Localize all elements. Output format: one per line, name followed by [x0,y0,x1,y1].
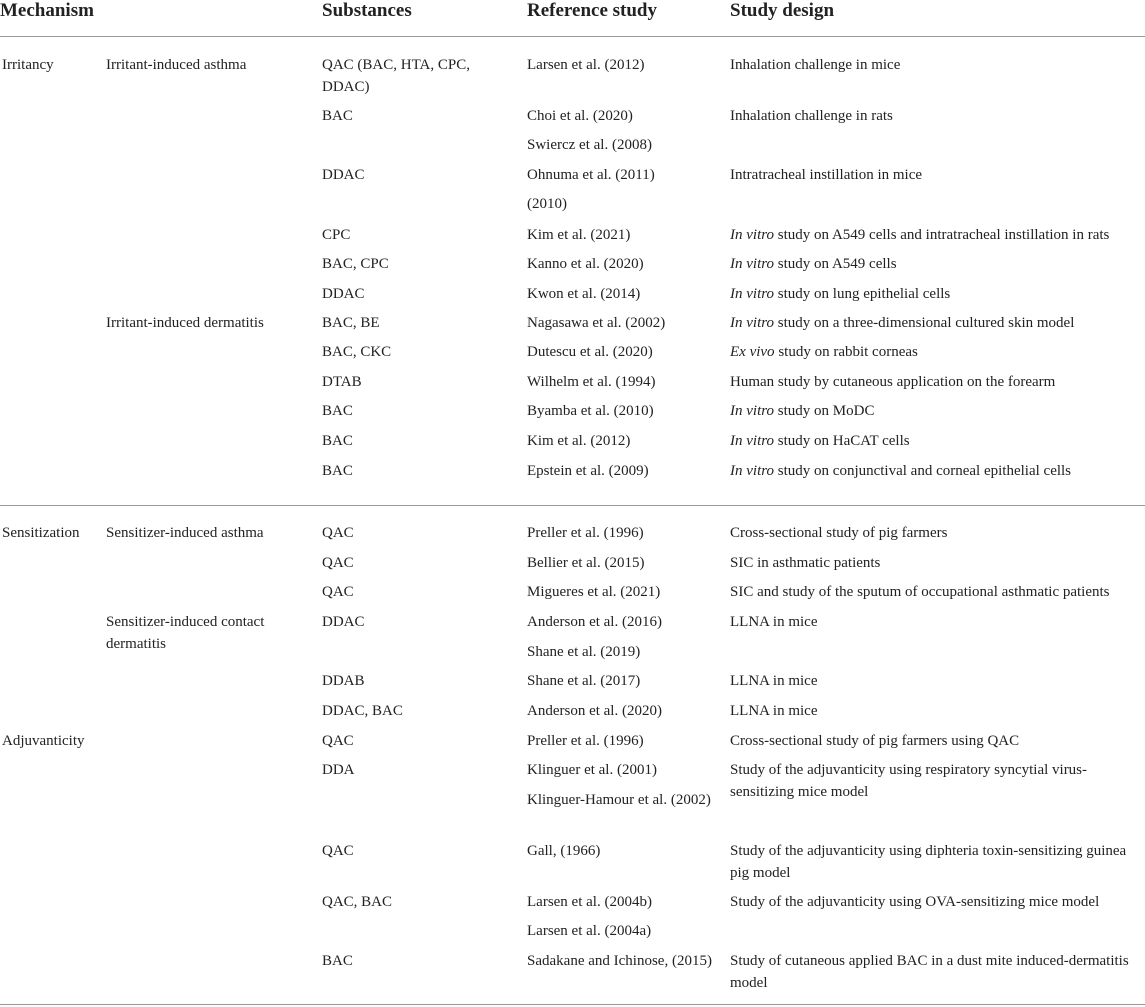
cell-design [730,283,1145,305]
cell-design-text: study on a three-dimensional cultured skin model [774,315,1075,331]
cell-design-text: LLNA in mice [730,703,818,719]
cell-substances: QAC [322,843,354,859]
mechanism-irritancy: Irritancy [2,57,54,73]
cell-substances: BAC, CKC [322,344,392,360]
header-substances: Substances [322,0,412,21]
cell-design-text: Study of cutaneous applied BAC in a dust mite induced-dermatitis model [730,953,1129,991]
cell-reference: Anderson et al. (2016) [527,614,662,630]
cell-design-text: study on A549 cells [774,256,897,272]
cell-design [730,105,1145,127]
cell-design [730,950,1145,994]
cell-design [730,581,1145,603]
cell-substances: DDAC, BAC [322,703,403,719]
cell-reference: Nagasawa et al. (2002) [527,315,666,331]
subgroup-sensitizer-asthma: Sensitizer-induced asthma [106,525,264,541]
cell-design-italic: In vitro [730,403,775,419]
cell-design [730,552,1145,574]
cell-design-italic: In vitro [730,256,775,272]
cell-reference: Kim et al. (2021) [527,227,631,243]
cell-substances: QAC (BAC, HTA, CPC, DDAC) [322,57,470,95]
section-divider [0,505,1145,506]
cell-substances: QAC [322,555,354,571]
cell-design-italic: In vitro [730,315,775,331]
cell-design-text: Study of the adjuvanticity using respiratory syncytial virus-sensitizing mice model [730,762,1088,800]
cell-design-text: Cross-sectional study of pig farmers [730,525,948,541]
cell-design [730,164,1145,186]
cell-design-italic: Ex vivo [730,344,775,360]
cell-design-italic: In vitro [730,463,775,479]
cell-substances: DDA [322,762,355,778]
cell-design [730,522,1145,544]
cell-design [730,840,1145,884]
cell-reference: Epstein et al. (2009) [527,463,649,479]
header-reference: Reference study [527,0,657,21]
cell-design-text: study on conjunctival and corneal epithelial cells [774,463,1072,479]
cell-design [730,670,1145,692]
cell-design [730,700,1145,722]
cell-substances: BAC, CPC [322,256,389,272]
cell-design-text: study on MoDC [774,403,875,419]
cell-reference: Shane et al. (2019) [527,644,641,660]
cell-substances: BAC, BE [322,315,380,331]
cell-design [730,611,1145,633]
cell-substances: DDAB [322,673,365,689]
cell-reference: Klinguer et al. (2001) [527,762,657,778]
cell-reference: Shane et al. (2017) [527,673,641,689]
cell-reference: Larsen et al. (2004b) [527,894,652,910]
cell-design [730,730,1145,752]
cell-design [730,460,1145,482]
cell-reference: Anderson et al. (2020) [527,703,662,719]
cell-substances: BAC [322,433,353,449]
cell-reference: (2010) [527,196,567,212]
header-mechanism: Mechanism [0,0,94,21]
cell-design [730,430,1145,452]
cell-design-italic: In vitro [730,433,775,449]
cell-substances: DDAC [322,167,365,183]
cell-design [730,400,1145,422]
table-bottom-rule [0,1004,1145,1005]
mechanism-adjuvanticity: Adjuvanticity [2,733,85,749]
cell-reference: Preller et al. (1996) [527,733,644,749]
cell-substances: QAC [322,733,354,749]
cell-substances: QAC [322,584,354,600]
cell-substances: DDAC [322,286,365,302]
cell-substances: QAC [322,525,354,541]
subgroup-sensitizer-dermatitis: Sensitizer-induced contact dermatitis [106,614,265,652]
cell-design-text: study on rabbit corneas [774,344,918,360]
cell-substances: BAC [322,108,353,124]
cell-design-text: Study of the adjuvanticity using diphteria toxin-sensitizing guinea pig model [730,843,1127,881]
cell-reference: Kim et al. (2012) [527,433,631,449]
cell-reference: Dutescu et al. (2020) [527,344,653,360]
cell-design-text: LLNA in mice [730,614,818,630]
cell-design-italic: In vitro [730,227,775,243]
cell-design-text: Cross-sectional study of pig farmers using QAC [730,733,1020,749]
cell-design [730,54,1145,76]
cell-substances: QAC, BAC [322,894,393,910]
header-design: Study design [730,0,835,21]
cell-design [730,891,1145,913]
cell-design-text: Study of the adjuvanticity using OVA-sensitizing mice model [730,894,1100,910]
cell-reference: Kwon et al. (2014) [527,286,641,302]
cell-design-text: SIC in asthmatic patients [730,555,881,571]
cell-design [730,312,1145,334]
cell-reference: Choi et al. (2020) [527,108,633,124]
cell-substances: CPC [322,227,351,243]
cell-substances: BAC [322,953,353,969]
cell-design-text: study on lung epithelial cells [774,286,951,302]
cell-design-text: Human study by cutaneous application on the forearm [730,374,1056,390]
cell-substances: DDAC [322,614,365,630]
cell-design [730,759,1145,803]
header-divider [0,36,1145,37]
cell-design [730,224,1145,246]
cell-design [730,341,1145,363]
cell-reference: Preller et al. (1996) [527,525,644,541]
cell-design-text: study on A549 cells and intratracheal instillation in rats [774,227,1110,243]
cell-design-text: LLNA in mice [730,673,818,689]
cell-reference: Byamba et al. (2010) [527,403,654,419]
cell-reference: Sadakane and Ichinose, (2015) [527,953,712,969]
cell-substances: DTAB [322,374,362,390]
cell-reference: Bellier et al. (2015) [527,555,645,571]
cell-substances: BAC [322,463,353,479]
cell-reference: Swiercz et al. (2008) [527,137,652,153]
subgroup-irritant-asthma: Irritant-induced asthma [106,57,247,73]
cell-design-text: Intratracheal instillation in mice [730,167,923,183]
cell-reference: Ohnuma et al. (2011) [527,167,655,183]
cell-reference: Larsen et al. (2012) [527,57,645,73]
subgroup-irritant-dermatitis: Irritant-induced dermatitis [106,315,264,331]
cell-reference: Gall, (1966) [527,843,601,859]
cell-substances: BAC [322,403,353,419]
cell-design-text: study on HaCAT cells [774,433,910,449]
cell-reference: Klinguer-Hamour et al. (2002) [527,792,711,808]
cell-design-text: SIC and study of the sputum of occupational asthmatic patients [730,584,1110,600]
cell-reference: Wilhelm et al. (1994) [527,374,656,390]
mechanism-sensitization: Sensitization [2,525,80,541]
cell-reference: Kanno et al. (2020) [527,256,644,272]
cell-reference: Migueres et al. (2021) [527,584,661,600]
cell-design-text: Inhalation challenge in rats [730,108,893,124]
cell-design [730,253,1145,275]
cell-design-italic: In vitro [730,286,775,302]
cell-design [730,371,1145,393]
cell-reference: Larsen et al. (2004a) [527,923,652,939]
cell-design-text: Inhalation challenge in mice [730,57,901,73]
